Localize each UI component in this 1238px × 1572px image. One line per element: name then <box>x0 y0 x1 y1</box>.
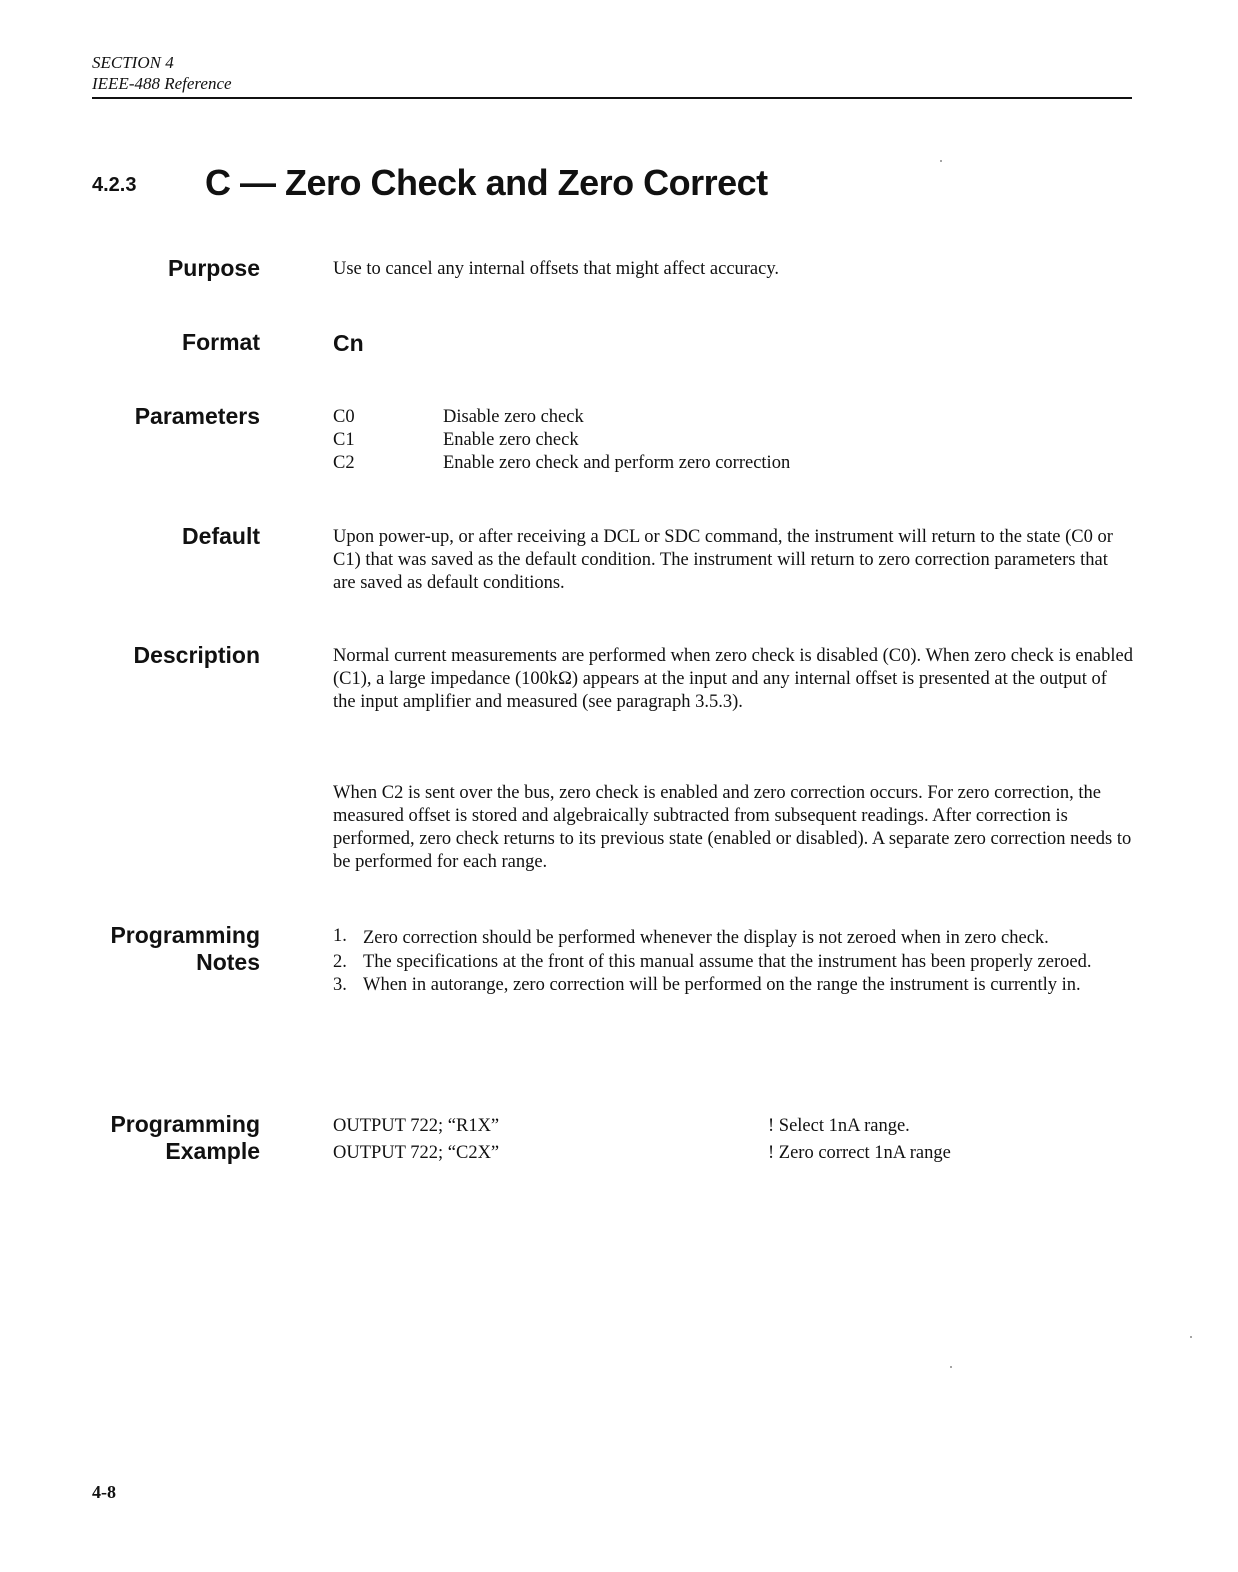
purpose-text: Use to cancel any internal offsets that might affect accuracy. <box>333 259 780 279</box>
programming-notes-label <box>110 922 260 976</box>
parameter-description: Enable zero check <box>443 430 579 450</box>
programming-example-label-line2: Example <box>165 1138 260 1164</box>
example-code-line: OUTPUT 722; “C2X” <box>333 1143 500 1163</box>
parameters-label: Parameters <box>134 403 260 429</box>
scan-speck <box>940 160 942 162</box>
section-label: SECTION 4 <box>92 53 174 72</box>
list-item-text: When in autorange, zero correction will be performed on the range the instrument is currently in. <box>363 975 1081 995</box>
page-title: C — Zero Check and Zero Correct <box>205 162 768 203</box>
page-header <box>92 52 1132 94</box>
format-label: Format <box>182 329 260 355</box>
list-item-text: Zero correction should be performed whenever the display is not zeroed when in zero check. <box>363 928 1049 948</box>
list-item <box>333 974 1133 997</box>
description-paragraph-1: Normal current measurements are performed when zero check is disabled (C0). When zero check is enabled (C1), a large impedance (100kΩ) appears at the input and any internal offset is presented at the output of the input amplifier and measured (see paragraph 3.5.3). <box>333 646 1133 712</box>
parameter-code: C2 <box>333 453 355 473</box>
section-subtitle: IEEE-488 Reference <box>92 74 232 93</box>
programming-example-label <box>110 1111 260 1165</box>
list-item <box>333 925 1133 951</box>
example-comment: ! Select 1nA range. <box>768 1116 910 1136</box>
parameter-row <box>333 452 790 475</box>
purpose-label: Purpose <box>167 255 260 281</box>
page-number: 4-8 <box>92 1482 116 1502</box>
parameter-code: C1 <box>333 430 355 450</box>
parameter-description: Enable zero check and perform zero correction <box>443 453 791 473</box>
description-label: Description <box>133 642 260 668</box>
parameter-row <box>333 429 579 452</box>
section-number: 4.2.3 <box>92 174 137 196</box>
header-divider <box>92 97 1132 99</box>
programming-notes-label-line1: Programming <box>110 922 260 948</box>
list-item-number: 2. <box>333 952 347 972</box>
default-text: Upon power-up, or after receiving a DCL or SDC command, the instrument will return to the state (C0 or C1) that was saved as the default condition. The instrument will return to zero correction parameters that are saved as default conditions. <box>333 527 1113 593</box>
parameter-description: Disable zero check <box>443 407 584 427</box>
programming-example-label-line1: Programming <box>110 1111 260 1137</box>
scan-speck <box>1190 1336 1192 1338</box>
list-item-number: 3. <box>333 975 347 995</box>
scan-speck <box>950 1366 952 1368</box>
example-comment: ! Zero correct 1nA range <box>768 1143 951 1163</box>
list-item <box>333 951 1133 974</box>
list-item-number: 1. <box>333 926 347 946</box>
example-code-line: OUTPUT 722; “R1X” <box>333 1116 500 1136</box>
description-paragraph-2: When C2 is sent over the bus, zero check is enabled and zero correction occurs. For zero correction, the measured offset is stored and algebraically subtracted from subsequent readings. After correction is performed, zero check returns to its previous state (enabled or disabled). A separate zero correction needs to be performed for each range. <box>333 783 1132 872</box>
parameter-row <box>333 406 584 429</box>
programming-notes-label-line2: Notes <box>196 949 260 975</box>
programming-notes-list <box>333 925 1133 997</box>
list-item-text: The specifications at the front of this manual assume that the instrument has been properly zeroed. <box>363 952 1092 972</box>
default-label: Default <box>182 523 260 549</box>
parameter-code: C0 <box>333 407 355 427</box>
format-value: Cn <box>333 330 364 356</box>
